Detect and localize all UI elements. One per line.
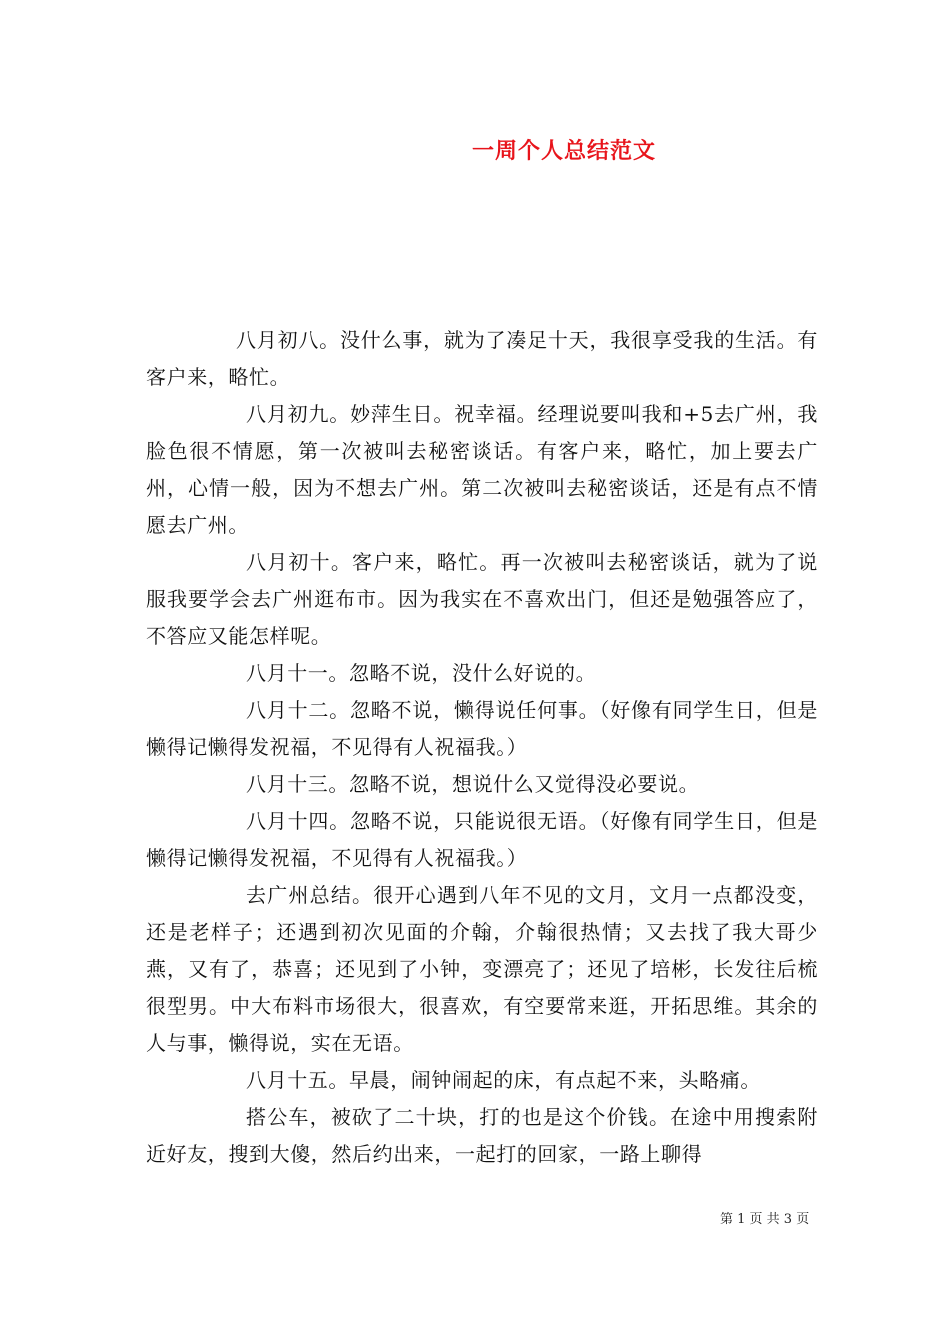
paragraph: 八月十二。忽略不说，懒得说任何事。（好像有同学生日，但是懒得记懒得发祝福，不见得有人祝福我。） — [146, 698, 818, 759]
paragraph: 八月十四。忽略不说，只能说很无语。（好像有同学生日，但是懒得记懒得发祝福，不见得有人祝福我。） — [146, 809, 818, 870]
paragraph: 八月初十。客户来，略忙。再一次被叫去秘密谈话，就为了说服我要学会去广州逛布市。因为我实在不喜欢出门，但还是勉强答应了，不答应又能怎样呢。 — [146, 550, 818, 648]
paragraph: 搭公车，被砍了二十块，打的也是这个价钱。在途中用搜索附近好友，搜到大傻，然后约出来，一起打的回家，一路上聊得 — [146, 1105, 818, 1166]
paragraph: 八月十一。忽略不说，没什么好说的。 — [246, 661, 597, 685]
paragraph: 八月十三。忽略不说，想说什么又觉得没必要说。 — [246, 772, 700, 796]
paragraph: 八月初八。没什么事，就为了凑足十天，我很享受我的生活。有客户来，略忙。 — [146, 328, 818, 389]
document-body — [146, 322, 818, 1173]
paragraph: 八月初九。妙萍生日。祝幸福。经理说要叫我和+5去广州，我脸色很不情愿，第一次被叫去秘密谈话。有客户来，略忙，加上要去广州，心情一般，因为不想去广州。第二次被叫去秘密谈话，还是有点不情愿去广州。 — [146, 402, 818, 537]
document-title: 一周个人总结范文 — [471, 138, 656, 164]
paragraph: 去广州总结。很开心遇到八年不见的文月，文月一点都没变，还是老样子；还遇到初次见面的介翰，介翰很热情；又去找了我大哥少燕，又有了，恭喜；还见到了小钟，变漂亮了；还见了培彬，长发往后梳很型男。中大布料市场很大，很喜欢，有空要常来逛，开拓思维。其余的人与事，懒得说，实在无语。 — [146, 883, 818, 1055]
paragraph: 八月十五。早晨，闹钟闹起的床，有点起不来，头略痛。 — [246, 1068, 761, 1092]
page-number-footer: 第 1 页 共 3 页 — [720, 1212, 810, 1227]
